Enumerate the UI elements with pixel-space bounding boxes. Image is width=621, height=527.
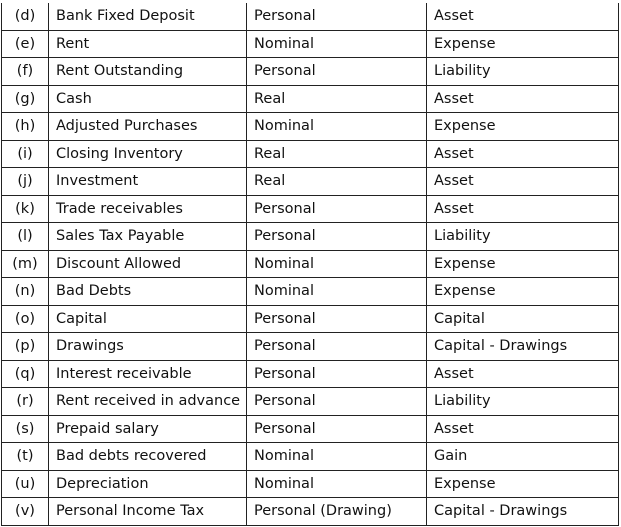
row-index: (v) [2,498,49,526]
row-index: (f) [2,58,49,86]
account-name: Depreciation [49,470,247,498]
account-classification: Expense [427,113,619,141]
account-classification: Liability [427,388,619,416]
account-type: Personal (Drawing) [247,498,427,526]
row-index: (i) [2,140,49,168]
table-row [2,443,619,471]
account-classification: Liability [427,58,619,86]
account-classification: Asset [427,360,619,388]
account-type: Nominal [247,443,427,471]
table-row [2,360,619,388]
row-index: (k) [2,195,49,223]
account-name: Trade receivables [49,195,247,223]
account-classification: Asset [427,140,619,168]
account-type: Nominal [247,250,427,278]
accounts-table [1,3,619,526]
account-name: Sales Tax Payable [49,223,247,251]
account-classification: Capital - Drawings [427,333,619,361]
row-index: (n) [2,278,49,306]
row-index: (p) [2,333,49,361]
account-name: Rent received in advance [49,388,247,416]
account-classification: Expense [427,278,619,306]
account-classification: Expense [427,30,619,58]
account-name: Bank Fixed Deposit [49,3,247,30]
account-type: Personal [247,58,427,86]
account-classification: Capital [427,305,619,333]
account-name: Rent Outstanding [49,58,247,86]
account-classification: Asset [427,168,619,196]
row-index: (m) [2,250,49,278]
table-row [2,415,619,443]
account-type: Personal [247,415,427,443]
account-classification: Capital - Drawings [427,498,619,526]
account-name: Cash [49,85,247,113]
account-name: Bad debts recovered [49,443,247,471]
account-type: Nominal [247,278,427,306]
table-row [2,85,619,113]
account-name: Rent [49,30,247,58]
table-row [2,168,619,196]
account-name: Investment [49,168,247,196]
table-row [2,3,619,30]
row-index: (j) [2,168,49,196]
account-classification: Gain [427,443,619,471]
table-row [2,250,619,278]
account-name: Personal Income Tax [49,498,247,526]
row-index: (l) [2,223,49,251]
table-row [2,498,619,526]
table-row [2,278,619,306]
table-row [2,195,619,223]
account-name: Prepaid salary [49,415,247,443]
account-type: Personal [247,388,427,416]
table-row [2,58,619,86]
row-index: (t) [2,443,49,471]
row-index: (g) [2,85,49,113]
table-row [2,470,619,498]
table-row [2,30,619,58]
account-classification: Expense [427,250,619,278]
account-classification: Asset [427,3,619,30]
table-row [2,388,619,416]
accounts-table-body [2,3,619,525]
account-name: Capital [49,305,247,333]
account-type: Personal [247,333,427,361]
row-index: (e) [2,30,49,58]
account-name: Bad Debts [49,278,247,306]
account-classification: Asset [427,195,619,223]
table-row [2,305,619,333]
account-type: Personal [247,3,427,30]
row-index: (q) [2,360,49,388]
account-name: Discount Allowed [49,250,247,278]
table-row [2,223,619,251]
table-row [2,140,619,168]
account-type: Personal [247,223,427,251]
account-type: Personal [247,305,427,333]
row-index: (d) [2,3,49,30]
account-classification: Liability [427,223,619,251]
account-type: Personal [247,195,427,223]
account-type: Nominal [247,30,427,58]
account-type: Real [247,85,427,113]
account-classification: Asset [427,85,619,113]
table-row [2,333,619,361]
row-index: (s) [2,415,49,443]
row-index: (h) [2,113,49,141]
row-index: (u) [2,470,49,498]
row-index: (r) [2,388,49,416]
table-row [2,113,619,141]
account-type: Personal [247,360,427,388]
account-name: Adjusted Purchases [49,113,247,141]
account-type: Nominal [247,470,427,498]
account-name: Drawings [49,333,247,361]
account-type: Nominal [247,113,427,141]
account-name: Closing Inventory [49,140,247,168]
account-type: Real [247,168,427,196]
account-classification: Asset [427,415,619,443]
account-type: Real [247,140,427,168]
account-classification: Expense [427,470,619,498]
row-index: (o) [2,305,49,333]
account-name: Interest receivable [49,360,247,388]
